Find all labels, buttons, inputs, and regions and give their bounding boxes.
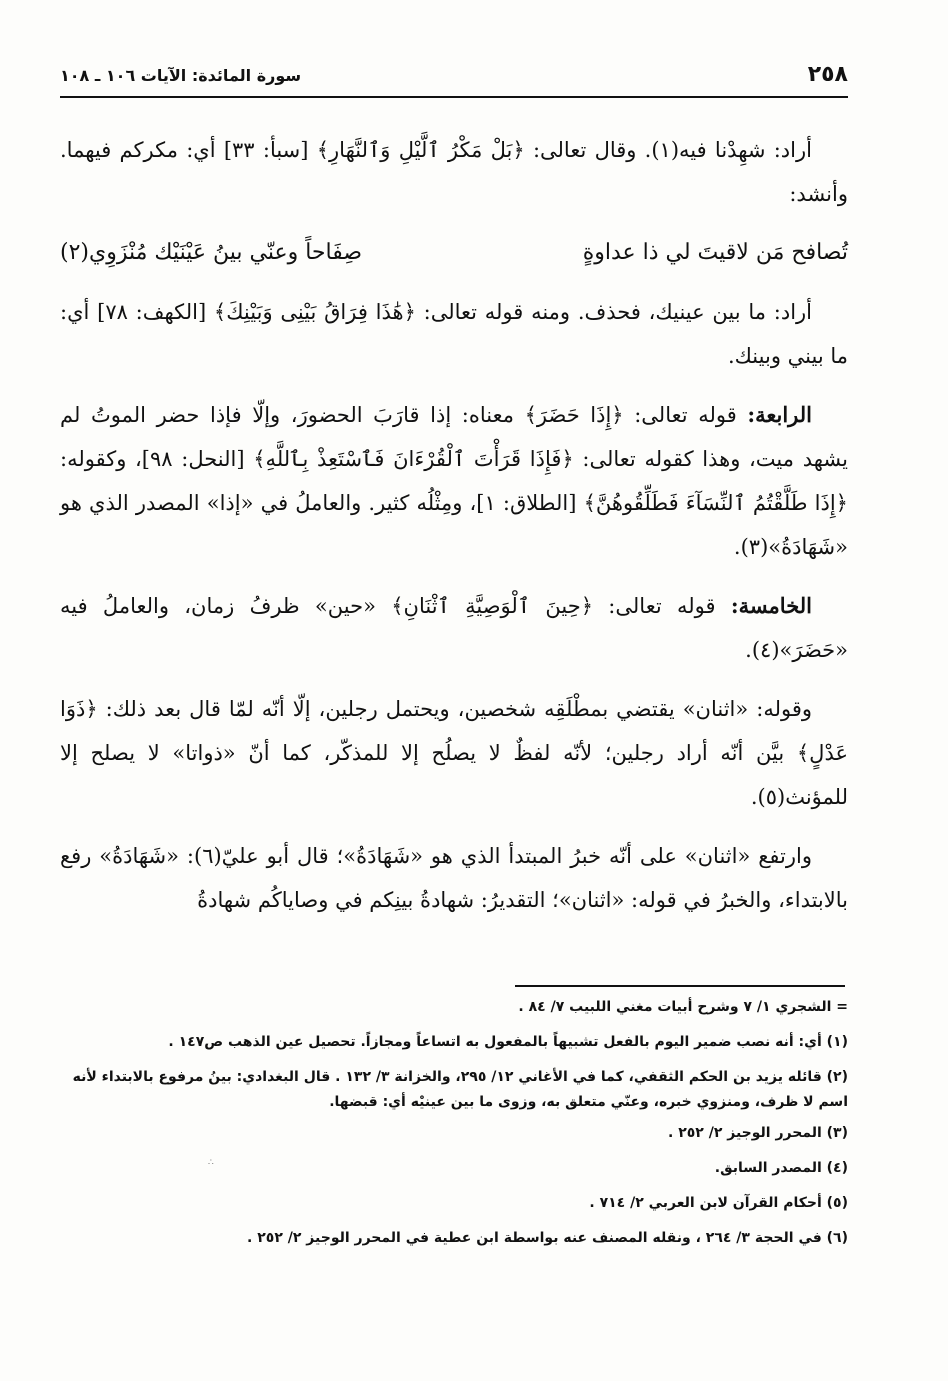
footnote-3: (٣) المحرر الوجيز ٢/ ٢٥٢ . — [667, 1125, 848, 1141]
footnote-1: (١) أي: أنه نصب ضمير اليوم بالفعل تشبيهاً بالمفعول به اتساعاً ومجازاً. تحصيل عين الذهب ص١٤٧ . — [168, 1034, 848, 1050]
paragraph-5: وقوله: «اثنان» يقتضي بمطْلَقِه شخصين، ويحتمل رجلين، إلّا أنّه لمّا قال بعد ذلك: ﴿ذَوَا عَدْلٍ﴾ بيَّن أنّه أراد رجلين؛ لأنّه لفظٌ لا يصلُح إلا للمذكّر، كما أنّ «ذواتا» لا يصلح إلا للمؤنث(٥). — [60, 697, 848, 809]
section-label-fourth: الرابعة: — [747, 402, 812, 427]
footnotes — [60, 995, 848, 1261]
paragraph-fourth-text: قوله تعالى: ﴿إِذَا حَضَرَ﴾ معناه: إذا قارَبَ الحضورَ، وإلّا فإذا حضر الموتُ لم يشهد ميت، وهذا كقوله تعالى: ﴿فَإِذَا قَرَأْتَ ٱلْقُرْءَانَ فَٱسْتَعِذْ بِٱللَّهِ﴾ [النحل: ٩٨]، وكقوله: ﴿إِذَا طَلَّقْتُمُ ٱلنِّسَآءَ فَطَلِّقُوهُنَّ﴾ [الطلاق: ١]، ومِثْلُه كثير. والعاملُ في «إذا» المصدر الذي هو «شَهَادَةُ»(٣). — [60, 403, 848, 559]
paragraph-2: أراد: ما بين عينيك، فحذف. ومنه قوله تعالى: ﴿هَٰذَا فِرَاقُ بَيْنِى وَبَيْنِكَ﴾ [الكهف: ٧٨] أي: ما بيني وبينك. — [60, 300, 848, 368]
footnote-continuation: = الشجري ١/ ٧ وشرح أبيات مغني اللبيب ٧/ ٨٤ . — [518, 999, 848, 1015]
footnote-4: (٤) المصدر السابق. — [714, 1160, 848, 1176]
page-header — [60, 56, 848, 98]
verse-second-hemistich: صِفَاحاً وعنّي بينُ عَيْنَيْك مُنْزَوِي(٢) — [60, 240, 363, 265]
footnote-divider — [515, 985, 845, 987]
verse-first-hemistich: تُصافح مَن لاقيتَ لي ذا عداوةٍ — [582, 240, 848, 265]
scan-speck: ∴ — [208, 1158, 214, 1168]
footnote-6: (٦) في الحجة ٣/ ٢٦٤ ، ونقله المصنف عنه بواسطة ابن عطية في المحرر الوجيز ٢/ ٢٥٢ . — [247, 1230, 848, 1246]
poetry-verse — [60, 231, 848, 275]
footnote-5: (٥) أحكام القرآن لابن العربي ٢/ ٧١٤ . — [589, 1195, 848, 1211]
paragraph-fifth-text: قوله تعالى: ﴿حِينَ ٱلْوَصِيَّةِ ٱثْنَانِ﴾ «حين» ظرفُ زمان، والعاملُ فيه «حَضَرَ»(٤). — [60, 594, 848, 662]
main-text — [60, 128, 848, 937]
paragraph-fifth — [60, 584, 848, 672]
paragraph-fourth — [60, 393, 848, 569]
page-number: ٢٥٨ — [807, 62, 848, 87]
paragraph-1: أراد: شهِدْنا فيه(١). وقال تعالى: ﴿بَلْ مَكْرُ ٱلَّيْلِ وَٱلنَّهَارِ﴾ [سبأ: ٣٣] أي: مكركم فيهما. وأنشد: — [60, 138, 848, 206]
section-label-fifth: الخامسة: — [730, 593, 812, 618]
footnote-2: (٢) قائله يزيد بن الحكم الثقفي، كما في الأغاني ١٢/ ٢٩٥، والخزانة ٣/ ١٣٢ . قال البغدادي: بينُ مرفوع بالابتداء لأنه اسم لا ظرف، ومنزوي خبره، وعنّي متعلق به، وزوى ما بين عينيْه أي: قبضها. — [72, 1069, 848, 1110]
paragraph-6: وارتفع «اثنان» على أنّه خبرُ المبتدأ الذي هو «شَهَادَةُ»؛ قال أبو عليّ(٦): «شَهَادَةُ» رفع بالابتداء، والخبرُ في قوله: «اثنان»؛ التقديرُ: شهادةُ بينِكم في وصاياكُم شهادةُ — [60, 844, 848, 912]
running-title: سورة المائدة: الآيات ١٠٦ ـ ١٠٨ — [60, 66, 302, 85]
